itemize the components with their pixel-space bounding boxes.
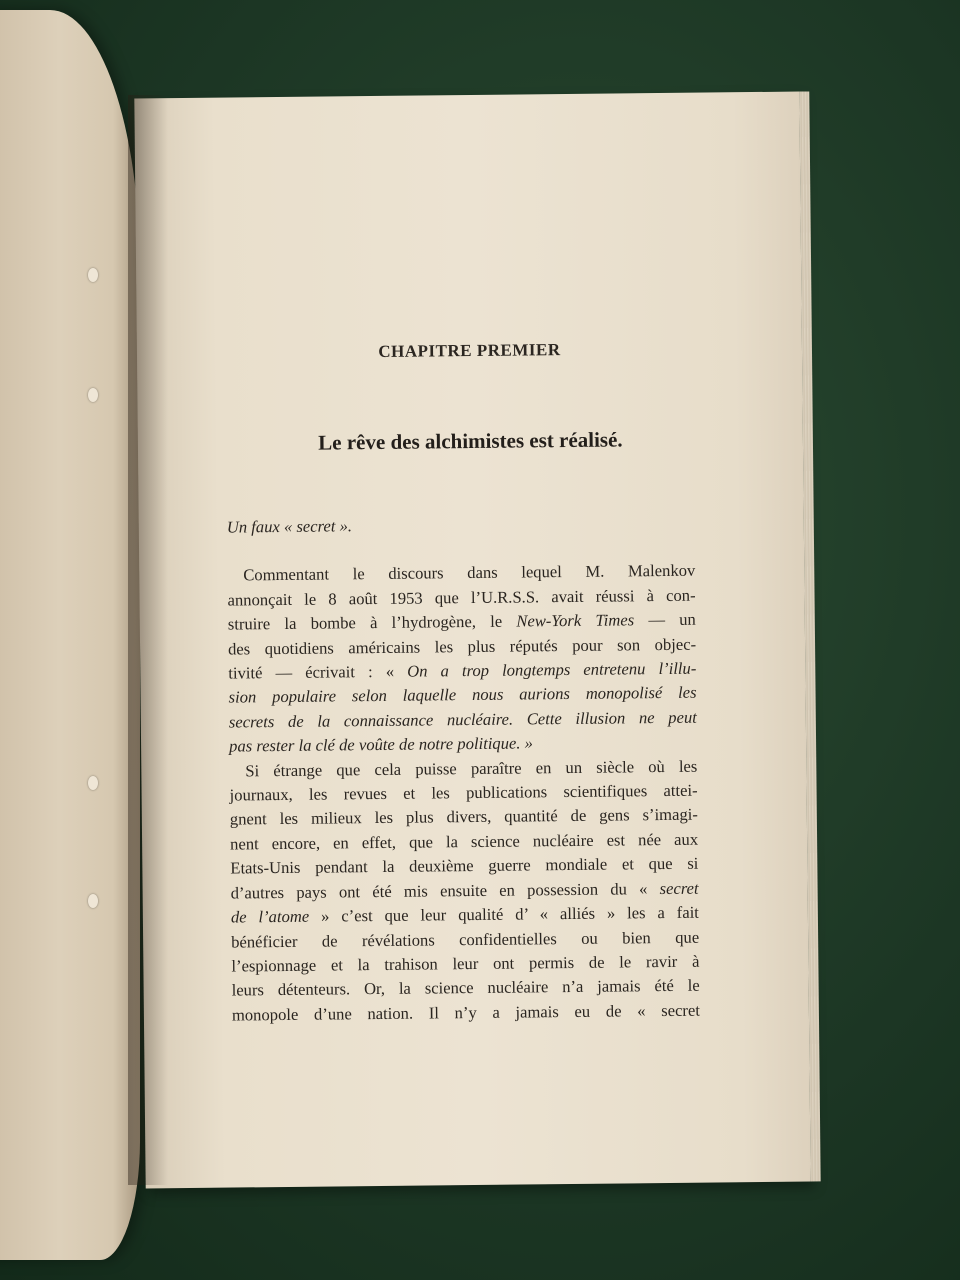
quote-segment: sion populaire selon laquelle nous aurions monopolisé les xyxy=(228,683,697,707)
text-line: Si étrange que cela puisse paraître en un siècle où les xyxy=(245,756,698,781)
italic-segment: de l’atome xyxy=(230,906,310,927)
paragraph-2 xyxy=(229,754,700,1027)
text-line: annonçait le 8 août 1953 que l’U.R.S.S. avait réussi à con- xyxy=(227,585,696,610)
text-line: des quotidiens américains les plus réputés pour son objec- xyxy=(227,634,697,659)
text-line: leurs détenteurs. Or, la science nucléaire n’a jamais été le xyxy=(231,975,700,1000)
binding-stitch xyxy=(88,388,98,402)
text-segment: — un xyxy=(634,609,696,630)
text-line: journaux, les revues et les publications scientifiques attei- xyxy=(229,780,698,805)
chapter-title: Le rêve des alchimistes est réalisé. xyxy=(318,427,623,455)
chapter-heading: CHAPITRE PREMIER xyxy=(378,340,561,361)
left-page xyxy=(0,10,140,1260)
text-line: gnent les milieux les plus divers, quantité de gens s’imagi- xyxy=(229,805,698,830)
quote-segment: pas rester la clé de voûte de notre politique. » xyxy=(229,733,534,756)
gutter-shadow xyxy=(128,95,168,1185)
paragraph-1 xyxy=(227,559,697,759)
text-line: monopole d’une nation. Il n’y a jamais eu de « secret xyxy=(231,1000,700,1025)
newspaper-name: New-York Times xyxy=(516,610,635,631)
right-page xyxy=(134,92,810,1189)
quote-segment: On a trop longtemps entretenu l’illu- xyxy=(407,658,697,681)
text-line: l’espionnage et la trahison leur ont permis de le ravir à xyxy=(231,951,700,976)
text-segment: » c’est que leur qualité d’ « alliés » les a fait xyxy=(309,902,699,926)
text-line: bénéficier de révélations confidentielles ou bien que xyxy=(231,927,700,952)
binding-stitch xyxy=(88,268,98,282)
text-line: Commentant le discours dans lequel M. Malenkov xyxy=(243,561,696,585)
section-heading: Un faux « secret ». xyxy=(226,516,353,537)
binding-stitch xyxy=(88,776,98,790)
text-segment: tivité — écrivait : « xyxy=(228,661,408,683)
text-line: nent encore, en effet, que la science nucléaire est née aux xyxy=(230,829,699,854)
quote-segment: secrets de la connaissance nucléaire. Cette illusion ne peut xyxy=(228,707,697,732)
italic-segment: secret xyxy=(659,878,699,898)
body-text xyxy=(227,511,700,1028)
binding-stitch xyxy=(88,894,98,908)
text-line: Etats-Unis pendant la deuxième guerre mondiale et que si xyxy=(230,853,699,878)
text-segment: struire la bombe à l’hydrogène, le xyxy=(227,611,517,634)
text-segment: d’autres pays ont été mis ensuite en possession du « xyxy=(230,878,660,903)
